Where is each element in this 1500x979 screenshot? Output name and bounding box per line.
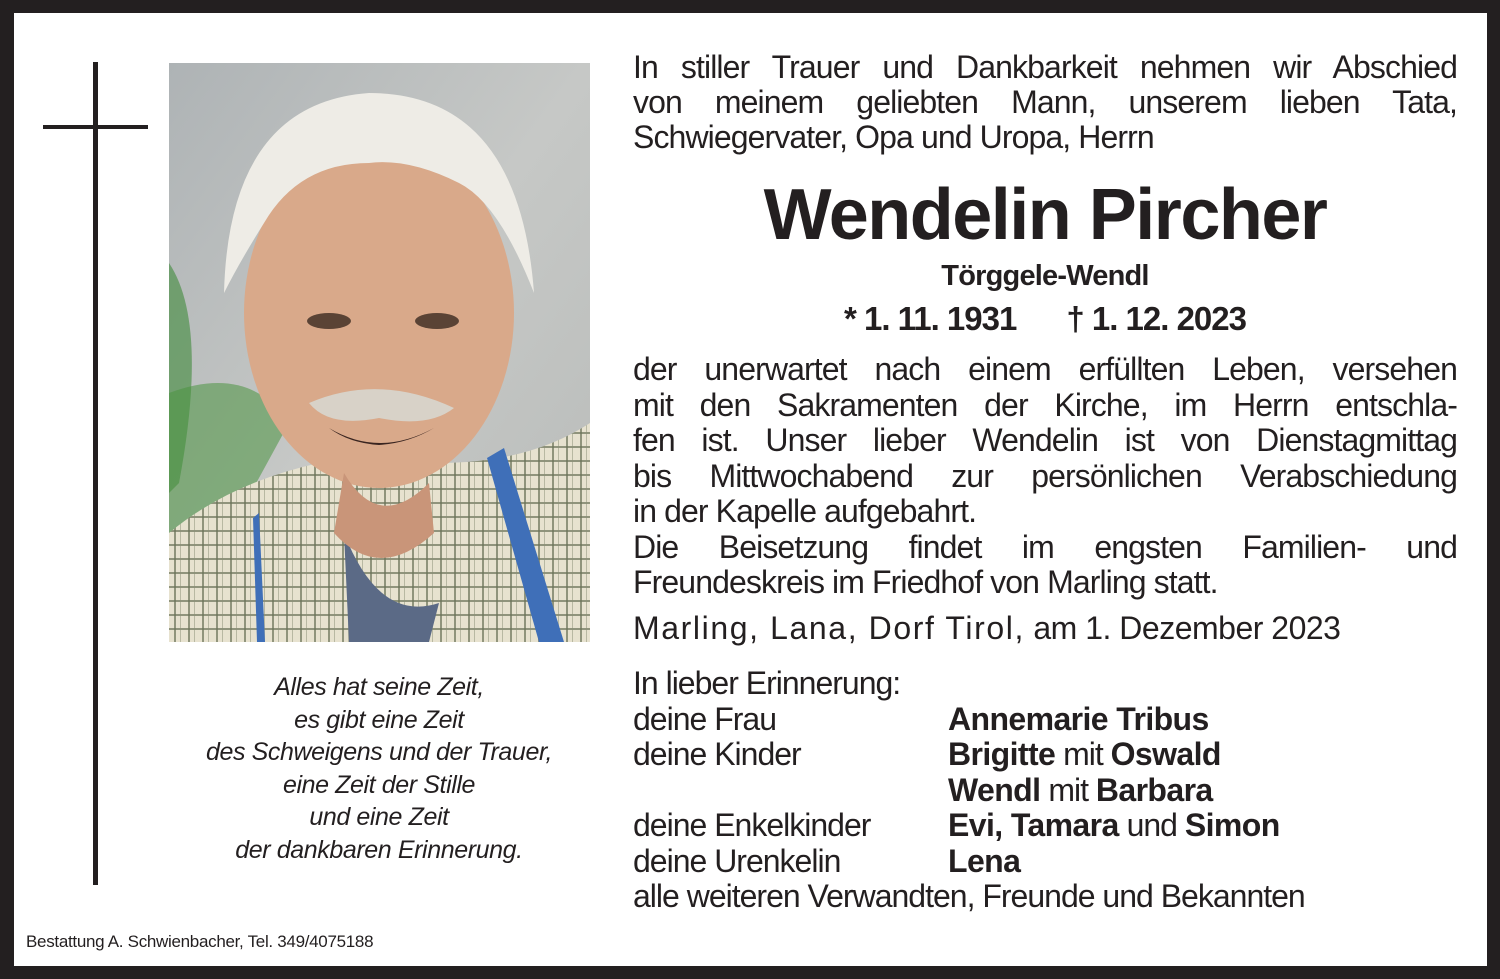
- poem-line: es gibt eine Zeit: [294, 705, 464, 734]
- mourners-closing-text: alle weiteren Verwandten, Freunde und Bekannten: [633, 878, 1305, 914]
- body-paragraph: [633, 352, 1457, 601]
- mourner-name: Annemarie Tribus: [948, 700, 1209, 737]
- portrait-photo: [169, 63, 590, 642]
- body-line: bis Mittwochabend zur persönlichen Verabschiedung: [633, 457, 1457, 494]
- mourner-name: Simon: [1184, 807, 1280, 843]
- intro-line: Schwiegervater, Opa und Uropa, Herrn: [633, 119, 1154, 155]
- relation-label: [633, 773, 948, 809]
- mourner-row: [633, 844, 1457, 880]
- relation-label: deine Urenkelin: [633, 842, 841, 879]
- body-line: Die Beisetzung findet im engsten Familien- und: [633, 528, 1457, 565]
- body-line: mit den Sakramenten der Kirche, im Herrn entschla-: [633, 386, 1457, 423]
- relation-label: deine Kinder: [633, 736, 801, 772]
- places: Marling, Lana, Dorf Tirol,: [633, 610, 1025, 646]
- intro-paragraph: [633, 50, 1457, 155]
- place-and-date: [633, 610, 1457, 647]
- mourner-row: [633, 737, 1457, 773]
- cross-vertical-bar: [93, 62, 98, 885]
- mourner-name: Brigitte: [948, 736, 1056, 772]
- relation-label: deine Frau: [633, 700, 776, 737]
- life-dates: [633, 300, 1457, 338]
- poem-line: der dankbaren Erinnerung.: [235, 835, 523, 864]
- poem-line: des Schweigens und der Trauer,: [205, 738, 553, 766]
- portrait-illustration: [169, 63, 590, 642]
- mourner-row: [633, 702, 1457, 738]
- mourner-names: [948, 773, 1213, 809]
- mourners-heading-text: In lieber Erinnerung:: [633, 665, 901, 701]
- mourners-closing: [633, 879, 1457, 915]
- mourner-names: [948, 808, 1280, 844]
- mourner-names: [948, 844, 1020, 880]
- death-date: † 1. 12. 2023: [1066, 300, 1246, 337]
- mourner-name: Lena: [948, 842, 1021, 879]
- deceased-name: Wendelin Pircher: [763, 175, 1327, 255]
- mourner-row: [633, 773, 1457, 809]
- announcement-date: am 1. Dezember 2023: [1033, 610, 1341, 646]
- connector: mit: [1055, 736, 1111, 772]
- poem: [154, 671, 604, 866]
- deceased-nickname: Törggele-Wendl: [941, 260, 1149, 292]
- cross-horizontal-bar: [43, 125, 148, 129]
- undertaker-contact: Bestattung A. Schwienbacher, Tel. 349/4075188: [26, 932, 374, 951]
- mourner-row: [633, 808, 1457, 844]
- intro-line: In stiller Trauer und Dankbarkeit nehmen wir Abschied: [633, 49, 1457, 85]
- mourners-heading: [633, 666, 1457, 702]
- mourner-name: Oswald: [1110, 736, 1221, 772]
- poem-line: Alles hat seine Zeit,: [274, 673, 484, 701]
- birth-date: * 1. 11. 1931: [843, 300, 1017, 337]
- relation-label: deine Enkelkinder: [633, 807, 871, 843]
- body-line: Freundeskreis im Friedhof von Marling statt.: [633, 564, 1218, 600]
- connector: mit: [1040, 771, 1096, 808]
- body-line: fen ist. Unser lieber Wendelin ist von Dienstagmittag: [633, 422, 1457, 458]
- body-line: der unerwartet nach einem erfüllten Leben, versehen: [633, 351, 1457, 387]
- poem-line: eine Zeit der Stille: [282, 770, 476, 799]
- obituary-sheet: [14, 13, 1487, 966]
- body-line: in der Kapelle aufgebahrt.: [633, 493, 977, 529]
- mourner-name: Evi, Tamara: [948, 807, 1119, 843]
- connector: und: [1118, 807, 1185, 843]
- mourners-list: [633, 666, 1457, 915]
- mourner-name: Barbara: [1095, 771, 1213, 808]
- mourner-name: Wendl: [948, 771, 1041, 808]
- mourner-names: [948, 702, 1209, 738]
- poem-line: und eine Zeit: [309, 803, 449, 831]
- mourner-names: [948, 737, 1221, 773]
- intro-line: von meinem geliebten Mann, unserem lieben Tata,: [633, 84, 1457, 120]
